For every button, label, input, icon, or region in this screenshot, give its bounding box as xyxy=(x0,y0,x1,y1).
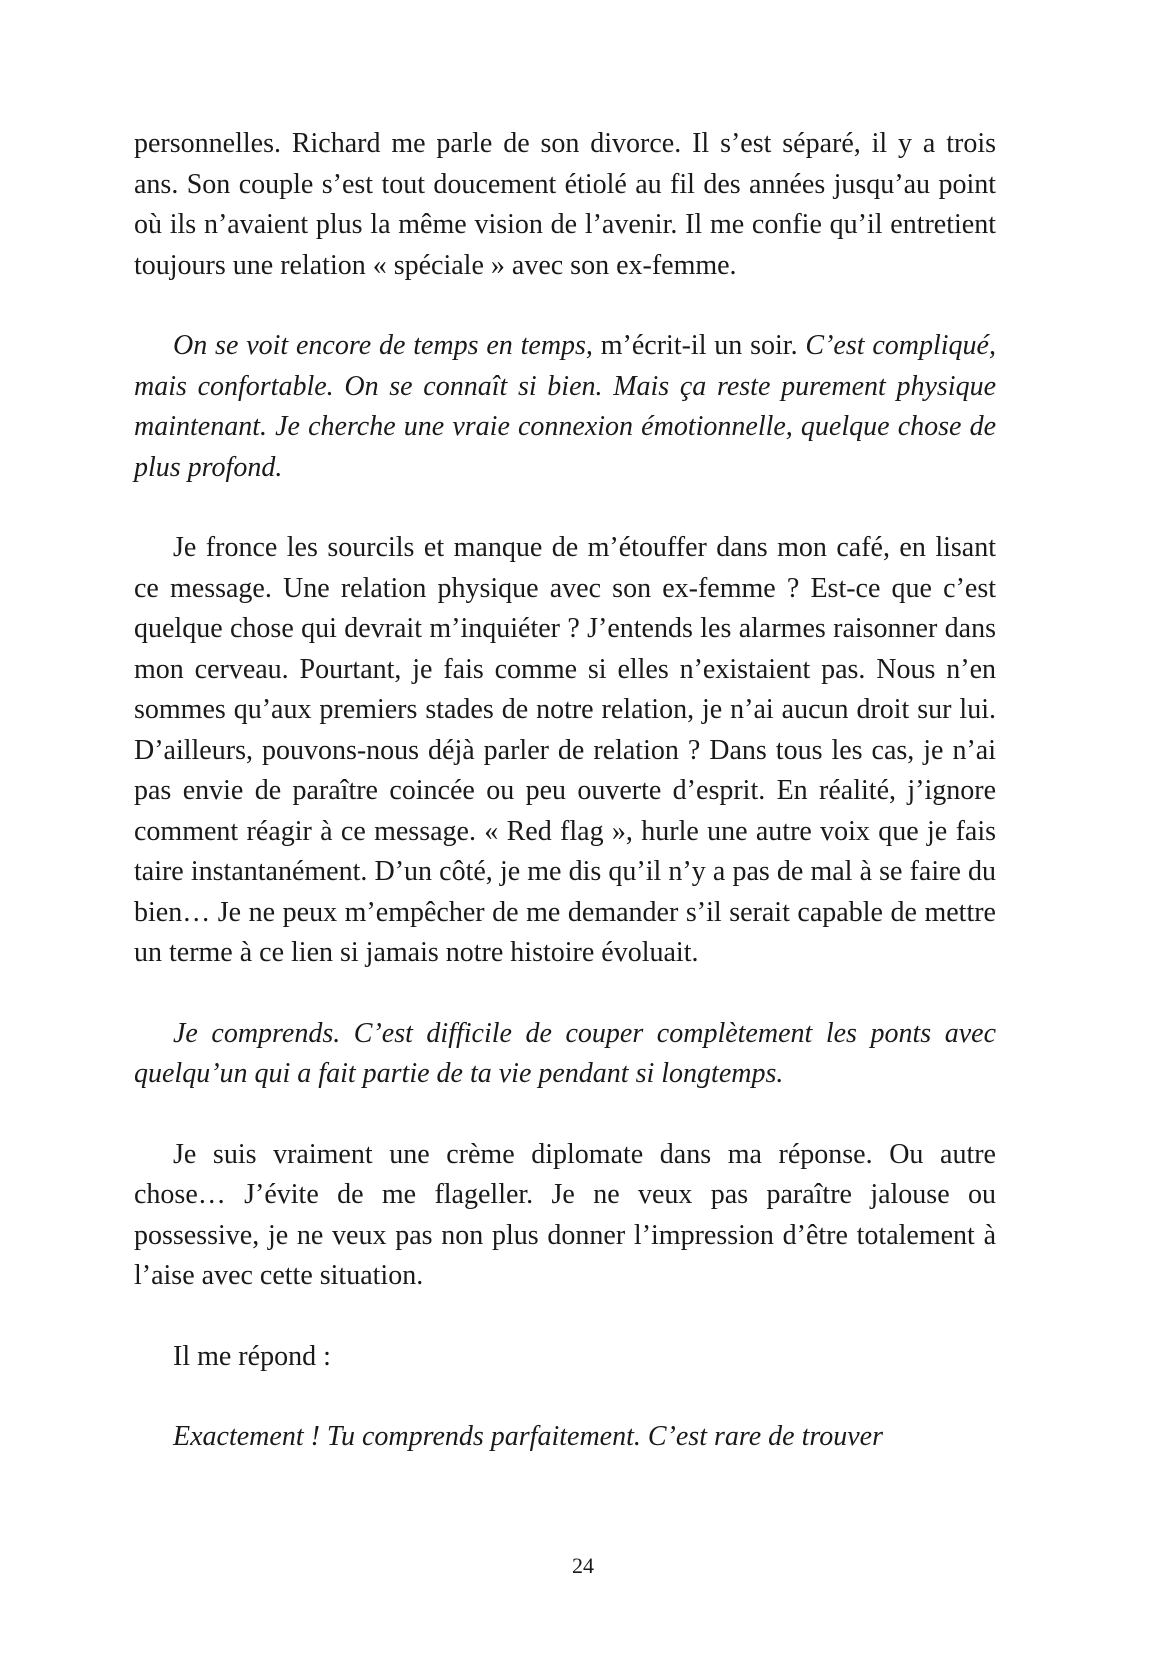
paragraph-message-ex-wife xyxy=(134,326,996,488)
paragraph-his-reply: Exactement ! Tu comprends parfaitement. C’est rare de trouver xyxy=(173,1421,883,1452)
paragraph-divorce: personnelles. Richard me parle de son divorce. Il s’est séparé, il y a trois ans. Son couple s’est tout doucement étiolé au fil des années jusqu’au point où ils n’avaient plus la même vision de l’avenir. Il me confie qu’il entretient toujours une relation « spéciale » avec son ex-femme. xyxy=(134,128,996,281)
narration-insert: m’écrit-il un soir. xyxy=(592,330,806,361)
page-number: 24 xyxy=(572,1553,594,1578)
paragraph-he-answers: Il me répond : xyxy=(173,1340,331,1372)
paragraph-diplomacy: Je suis vraiment une crème diplomate dans ma réponse. Ou autre chose… J’évite de me flageller. Je ne veux pas paraître jalouse ou possessive, je ne veux pas non plus donner l’impression d’être totalement à l’aise avec cette situation. xyxy=(134,1138,996,1291)
paragraph-reply-message: Je comprends. C’est difficile de couper complètement les ponts avec quelqu’un qui a fait partie de ta vie pendant si longtemps. xyxy=(134,1017,996,1089)
message-quote-part-1: On se voit encore de temps en temps, xyxy=(173,330,593,361)
paragraph-reaction: Je fronce les sourcils et manque de m’étouffer dans mon café, en lisant ce message. Une relation physique avec son ex-femme ? Est-ce que c’est quelque chose qui devrait m’inquiéter ? J’entends les alarmes raisonner dans mon cerveau. Pourtant, je fais comme si elles n’existaient pas. Nous n’en sommes qu’aux premiers stades de notre relation, je n’ai aucun droit sur lui. D’ailleurs, pouvons-nous déjà parler de relation ? Dans tous les cas, je n’ai pas envie de paraître coincée ou peu ouverte d’esprit. En réalité, j’ignore comment réagir à ce message. « Red flag », hurle une autre voix que je fais taire instantanément. D’un côté, je me dis qu’il n’y a pas de mal à se faire du bien… Je ne peux m’empêcher de me demander s’il serait capable de mettre un terme à ce lien si jamais notre histoire évoluait. xyxy=(134,532,996,968)
body-text xyxy=(134,124,996,1498)
message-quote-part-2: C’est compliqué, mais confortable. On se connaît si bien. Mais ça reste purement physique maintenant. Je cherche une vraie connexion émotionnelle, quelque chose de plus profond. xyxy=(134,330,996,483)
